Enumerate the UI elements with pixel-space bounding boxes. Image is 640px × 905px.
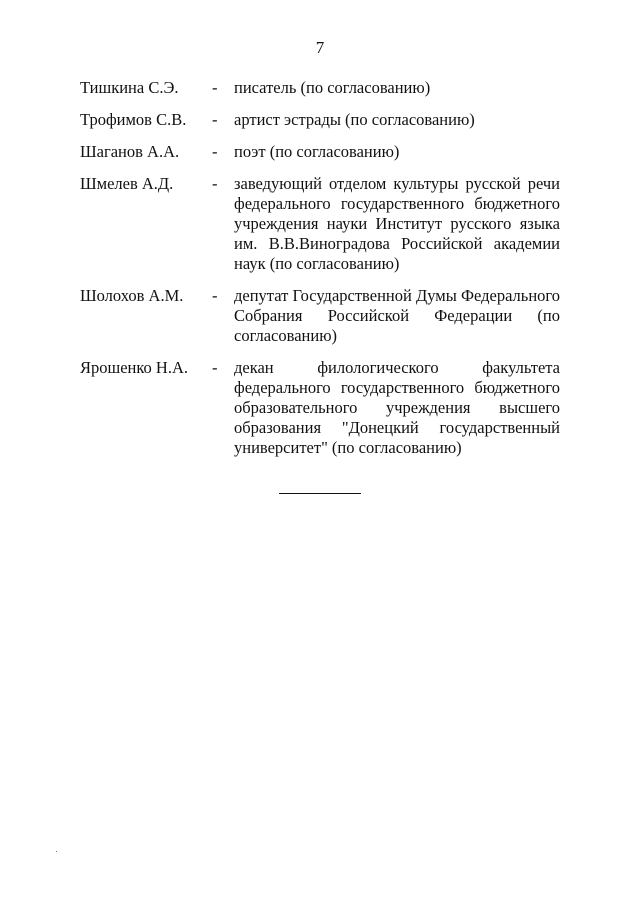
- dash-separator: -: [212, 78, 218, 97]
- members-list: [80, 78, 565, 470]
- list-item: [80, 142, 565, 162]
- scan-speck: [56, 851, 57, 852]
- list-item: [80, 174, 565, 274]
- dash-separator: -: [212, 174, 218, 193]
- dash-separator: -: [212, 358, 218, 377]
- member-role: декан филологического факультета федерального государственного бюджетного образовательного учреждения высшего образования "Донецкий государственный университет" (по согласованию): [234, 358, 560, 457]
- member-role: поэт (по согласованию): [234, 142, 400, 161]
- list-item: [80, 110, 565, 130]
- list-item: [80, 358, 565, 458]
- member-name: Шолохов А.М.: [80, 286, 184, 305]
- end-of-list-rule: [279, 493, 361, 494]
- member-name: Трофимов С.В.: [80, 110, 187, 129]
- member-name: Шаганов А.А.: [80, 142, 180, 161]
- member-name: Тишкина С.Э.: [80, 78, 179, 97]
- member-role: депутат Государственной Думы Федерального Собрания Российской Федерации (по согласованию): [234, 286, 560, 345]
- dash-separator: -: [212, 286, 218, 305]
- dash-separator: -: [212, 110, 218, 129]
- member-role: артист эстрады (по согласованию): [234, 110, 475, 129]
- member-name: Ярошенко Н.А.: [80, 358, 188, 377]
- list-item: [80, 286, 565, 346]
- page-number: 7: [315, 38, 325, 57]
- member-role: писатель (по согласованию): [234, 78, 431, 97]
- member-role: заведующий отделом культуры русской речи федерального государственного бюджетного учреждения науки Институт русского языка им. В.В.Виноградова Российской академии наук (по согласованию): [234, 174, 560, 273]
- list-item: [80, 78, 565, 98]
- dash-separator: -: [212, 142, 218, 161]
- member-name: Шмелев А.Д.: [80, 174, 174, 193]
